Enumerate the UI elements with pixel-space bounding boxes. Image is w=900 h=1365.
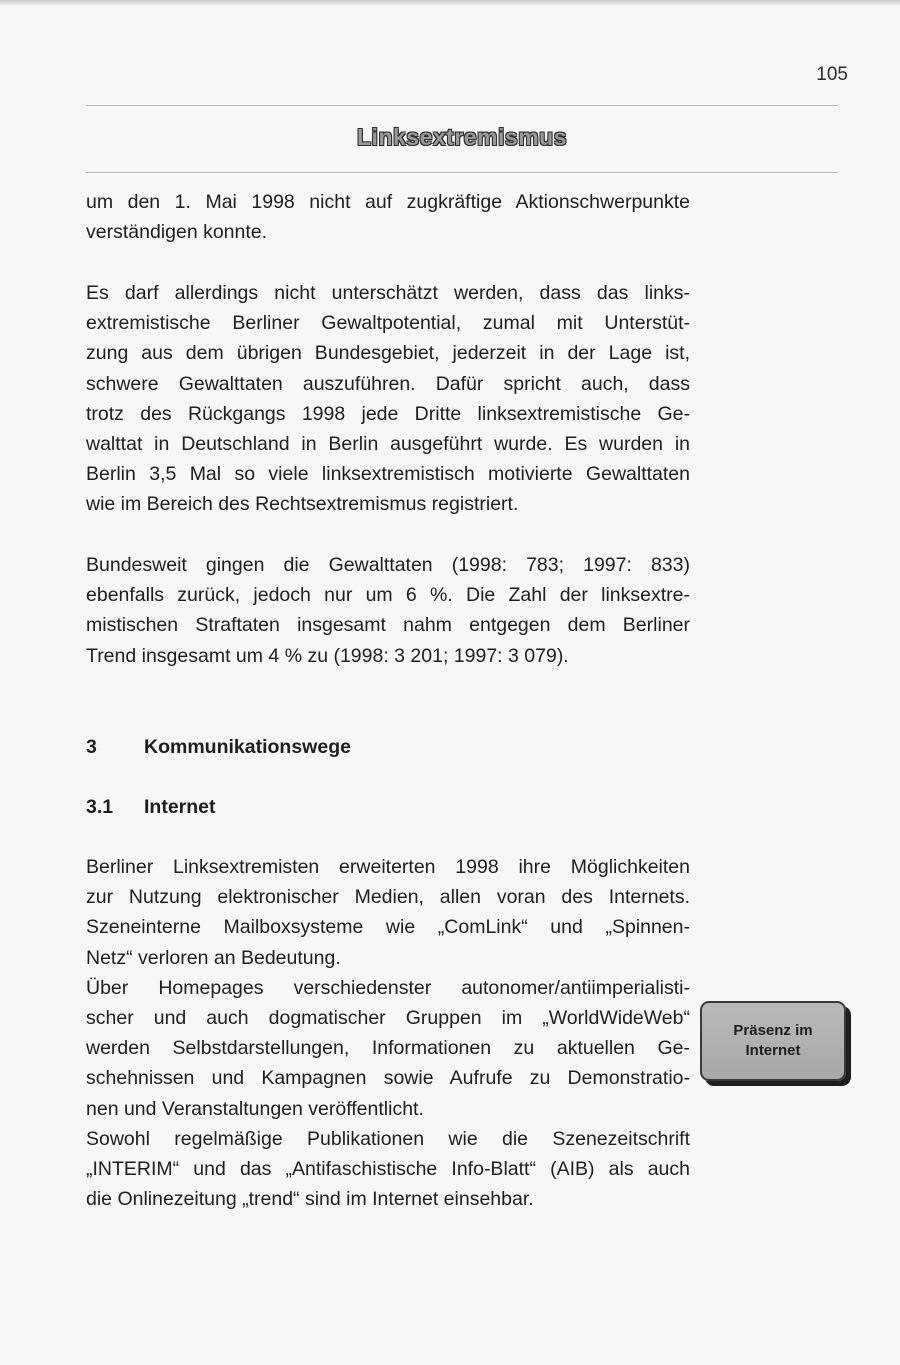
section-number: 3.1 [86, 796, 114, 818]
text-line: Bundesweit gingen die Gewalttaten (1998: 783; 1997: 833) [86, 554, 690, 576]
page-number: 105 [816, 64, 848, 85]
text-line: wie im Bereich des Rechtsextremismus registriert. [86, 493, 519, 516]
text-line: Es darf allerdings nicht unterschätzt werden, dass das links- [86, 282, 690, 304]
section-title: Kommunikationswege [144, 736, 351, 758]
text-line: Szeneinterne Mailboxsysteme wie „ComLink“ und „Spinnen- [86, 916, 690, 939]
margin-note-box [700, 1001, 846, 1081]
text-line: werden Selbstdarstellungen, Informationen zu aktuellen Ge- [86, 1037, 690, 1060]
text-line: Berlin 3,5 Mal so viele linksextremistisch motivierte Gewalttaten [86, 463, 690, 486]
paragraph-internet [86, 852, 690, 1214]
section-heading-3 [86, 736, 351, 759]
text-line: zung aus dem übrigen Bundesgebiet, jederzeit in der Lage ist, [86, 342, 690, 365]
text-line: verständigen konnte. [86, 221, 268, 244]
text-line: walttat in Deutschland in Berlin ausgeführt wurde. Es wurden in [86, 433, 690, 456]
section-number: 3 [86, 736, 97, 758]
text-line: Berliner Linksextremisten erweiterten 1998 ihre Möglichkeiten [86, 856, 690, 878]
paragraph-bundesweit [86, 550, 690, 671]
margin-note-line: Internet [745, 1042, 801, 1059]
running-head: Linksextremismus [357, 124, 567, 150]
text-line: nen und Veranstaltungen veröffentlicht. [86, 1097, 424, 1120]
header-rule-top [86, 105, 838, 106]
text-line: die Onlinezeitung „trend“ sind im Internet einsehbar. [86, 1188, 534, 1211]
margin-note-line: Präsenz im [733, 1022, 813, 1039]
text-line: Trend insgesamt um 4 % zu (1998: 3 201; 1997: 3 079). [86, 644, 569, 667]
text-line: mistischen Straftaten insgesamt nahm entgegen dem Berliner [86, 614, 690, 637]
text-line: schwere Gewalttaten auszuführen. Dafür spricht auch, dass [86, 372, 690, 395]
text-line: „INTERIM“ und das „Antifaschistische Info-Blatt“ (AIB) als auch [86, 1158, 690, 1181]
section-title: Internet [144, 796, 216, 818]
section-heading-3-1 [86, 796, 216, 819]
text-line: scher und auch dogmatischer Gruppen im „WorldWideWeb“ [86, 1007, 690, 1030]
page-top-edge [0, 0, 900, 5]
paragraph-continuation [86, 187, 690, 247]
text-line: Sowohl regelmäßige Publikationen wie die Szenezeitschrift [86, 1127, 690, 1150]
text-line: trotz des Rückgangs 1998 jede Dritte linksextremistische Ge- [86, 402, 690, 425]
text-line: um den 1. Mai 1998 nicht auf zugkräftige Aktionschwerpunkte [86, 191, 690, 213]
text-line: ebenfalls zurück, jedoch nur um 6 %. Die Zahl der linksextre- [86, 584, 690, 607]
paragraph-gewaltpotential [86, 278, 690, 520]
text-line: schehnissen und Kampagnen sowie Aufrufe zu Demonstratio- [86, 1067, 690, 1090]
text-line: Über Homepages verschiedenster autonomer/antiimperialisti- [86, 976, 690, 999]
header-rule-bottom [86, 172, 838, 173]
text-line: zur Nutzung elektronischer Medien, allen voran des Internets. [86, 886, 690, 909]
text-line: Netz“ verloren an Bedeutung. [86, 946, 341, 969]
text-line: extremistische Berliner Gewaltpotential, zumal mit Unterstüt- [86, 312, 690, 335]
